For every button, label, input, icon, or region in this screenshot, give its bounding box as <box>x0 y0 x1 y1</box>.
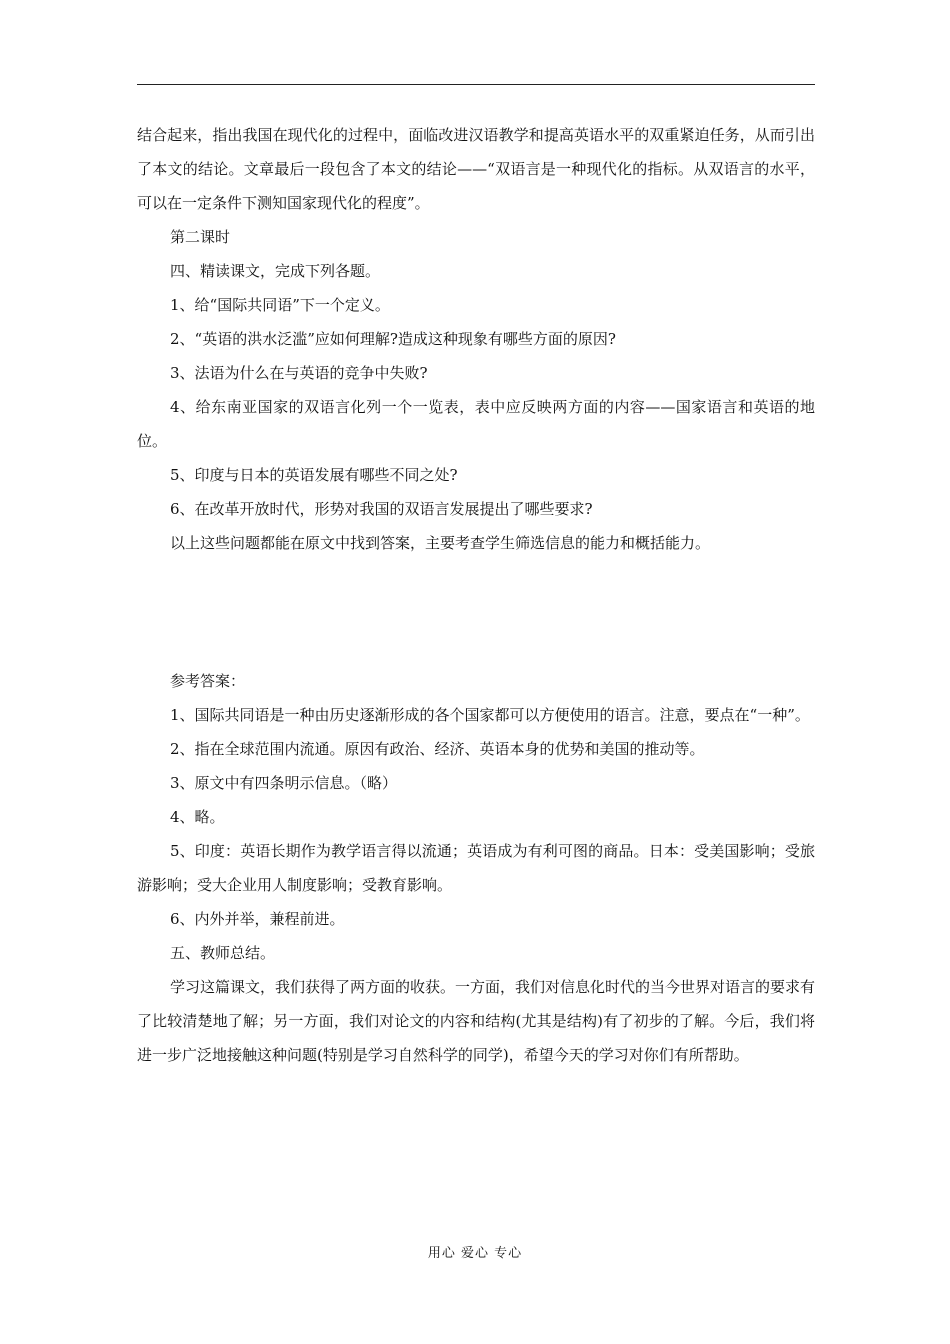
paragraph: 结合起来，指出我国在现代化的过程中，面临改进汉语教学和提高英语水平的双重紧迫任务，从而引出了本文的结论。文章最后一段包含了本文的结论——“双语言是一种现代化的指标。从双语言的水平，可以在一定条件下测知国家现代化的程度”。 <box>137 126 815 212</box>
lesson-heading: 第二课时 <box>170 228 231 246</box>
question-item: 6、在改革开放时代，形势对我国的双语言发展提出了哪些要求? <box>170 500 593 518</box>
question-item: 1、给“国际共同语”下一个定义。 <box>170 296 390 314</box>
answer-item: 3、原文中有四条明示信息。（略） <box>170 774 398 792</box>
question-item: 4、给东南亚国家的双语言化列一个一览表，表中应反映两方面的内容——国家语言和英语的地位。 <box>137 398 815 450</box>
body-content <box>137 118 815 1072</box>
question-item: 2、“英语的洪水泛滥”应如何理解?造成这种现象有哪些方面的原因? <box>170 330 616 348</box>
section-heading: 五、教师总结。 <box>170 944 276 962</box>
answer-item: 6、内外并举，兼程前进。 <box>170 910 345 928</box>
blank-space <box>137 560 815 664</box>
question-item: 3、法语为什么在与英语的竞争中失败? <box>170 364 428 382</box>
answer-item: 1、国际共同语是一种由历史逐渐形成的各个国家都可以方便使用的语言。注意，要点在“一种”。 <box>170 706 810 724</box>
answers-heading: 参考答案： <box>170 672 246 690</box>
page-footer: 用心 爱心 专心 <box>427 1246 523 1261</box>
header-rule <box>137 84 815 85</box>
section-heading: 四、精读课文，完成下列各题。 <box>170 262 381 280</box>
paragraph: 学习这篇课文，我们获得了两方面的收获。一方面，我们对信息化时代的当今世界对语言的要求有了比较清楚地了解；另一方面，我们对论文的内容和结构(尤其是结构)有了初步的了解。今后，我们将进一步广泛地接触这种问题(特别是学习自然科学的同学)，希望今天的学习对你们有所帮助。 <box>137 978 816 1064</box>
answer-item: 5、印度：英语长期作为教学语言得以流通；英语成为有利可图的商品。日本：受美国影响；受旅游影响；受大企业用人制度影响；受教育影响。 <box>137 842 815 894</box>
answer-item: 4、略。 <box>170 808 225 826</box>
answer-item: 2、指在全球范围内流通。原因有政治、经济、英语本身的优势和美国的推动等。 <box>170 740 705 758</box>
paragraph: 以上这些问题都能在原文中找到答案，主要考查学生筛选信息的能力和概括能力。 <box>170 534 711 552</box>
question-item: 5、印度与日本的英语发展有哪些不同之处? <box>170 466 458 484</box>
